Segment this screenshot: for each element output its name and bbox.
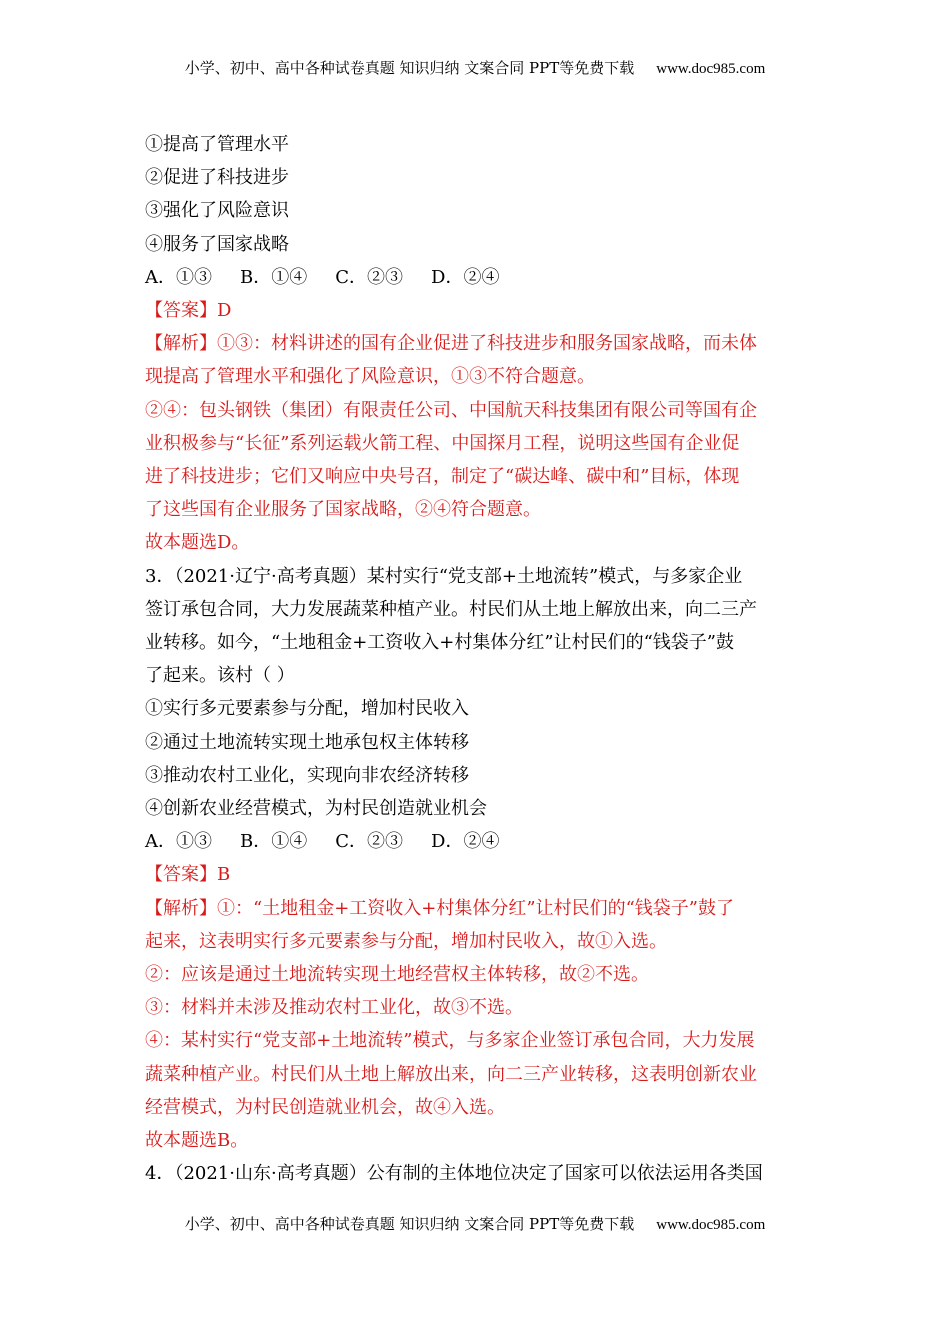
q2-analysis-line: ②④：包头钢铁（集团）有限责任公司、中国航天科技集团有限公司等国有企	[145, 399, 757, 421]
q3-analysis-line: 【解析】①：“土地租金+工资收入+村集体分红”让村民们的“钱袋子”鼓了	[145, 897, 734, 919]
q2-option-a: A．①③	[145, 266, 212, 288]
q3-item-3: ③推动农村工业化，实现向非农经济转移	[145, 764, 469, 786]
q3-item-2: ②通过土地流转实现土地承包权主体转移	[145, 731, 469, 753]
q2-item-3: ③强化了风险意识	[145, 200, 289, 222]
header-site-link[interactable]: www.doc985.com	[656, 61, 766, 77]
q3-analysis-line: 经营模式，为村民创造就业机会，故④入选。	[145, 1096, 505, 1118]
q2-answer: 【答案】D	[145, 300, 232, 322]
q3-analysis-line: ④：某村实行“党支部+土地流转”模式，与多家企业签订承包合同，大力发展	[145, 1030, 755, 1052]
header-text: 小学、初中、高中各种试卷真题 知识归纳 文案合同 PPT等免费下载	[184, 59, 635, 77]
q3-option-c: C．②③	[335, 831, 404, 853]
q2-option-c: C．②③	[335, 266, 404, 288]
q3-analysis-line: ②：应该是通过土地流转实现土地经营权主体转移，故②不选。	[145, 964, 649, 986]
q3-analysis-line: 蔬菜种植产业。村民们从土地上解放出来，向二三产业转移，这表明创新农业	[145, 1063, 757, 1085]
q3-answer: 【答案】B	[145, 864, 231, 886]
q3-option-b: B．①④	[240, 831, 308, 853]
q3-stem-line: 3．（2021·辽宁·高考真题）某村实行“党支部+土地流转”模式，与多家企业	[145, 565, 743, 587]
q2-analysis-line: 现提高了管理水平和强化了风险意识，①③不符合题意。	[145, 366, 595, 388]
q4-stem-line: 4．（2021·山东·高考真题）公有制的主体地位决定了国家可以依法运用各类国	[145, 1163, 763, 1185]
q3-conclusion: 故本题选B。	[145, 1130, 249, 1152]
q2-option-b: B．①④	[240, 266, 308, 288]
q2-analysis-line: 进了科技进步；它们又响应中央号召，制定了“碳达峰、碳中和”目标，体现	[145, 466, 740, 488]
footer-site-link[interactable]: www.doc985.com	[656, 1217, 766, 1233]
q3-options	[145, 825, 810, 858]
footer-text: 小学、初中、高中各种试卷真题 知识归纳 文案合同 PPT等免费下载	[184, 1215, 635, 1233]
q2-analysis-line: 业积极参与“长征”系列运载火箭工程、中国探月工程，说明这些国有企业促	[145, 432, 740, 454]
q2-analysis-line: 【解析】①③：材料讲述的国有企业促进了科技进步和服务国家战略，而未体	[145, 333, 757, 355]
q2-conclusion: 故本题选D。	[145, 532, 250, 554]
q3-analysis-line: ③：材料并未涉及推动农村工业化，故③不选。	[145, 997, 523, 1019]
q3-stem-line: 业转移。如今，“土地租金+工资收入+村集体分红”让村民们的“钱袋子”鼓	[145, 632, 734, 654]
q3-item-1: ①实行多元要素参与分配，增加村民收入	[145, 698, 469, 720]
q3-stem-line: 了起来。该村（ ）	[145, 665, 295, 687]
q2-option-d: D．②④	[431, 266, 500, 288]
q3-stem-line: 签订承包合同，大力发展蔬菜种植产业。村民们从土地上解放出来，向二三产	[145, 598, 757, 620]
q2-options	[145, 261, 810, 294]
page-footer	[0, 1213, 950, 1234]
q3-option-a: A．①③	[145, 831, 212, 853]
q3-item-4: ④创新农业经营模式，为村民创造就业机会	[145, 798, 487, 820]
q2-analysis-line: 了这些国有企业服务了国家战略，②④符合题意。	[145, 499, 541, 521]
q3-option-d: D．②④	[431, 831, 500, 853]
page-header	[0, 57, 950, 78]
q2-item-1: ①提高了管理水平	[145, 134, 289, 155]
q3-analysis-line: 起来，这表明实行多元要素参与分配，增加村民收入，故①入选。	[145, 930, 667, 952]
document-body	[145, 128, 810, 1191]
q2-item-4: ④服务了国家战略	[145, 233, 289, 255]
q2-item-2: ②促进了科技进步	[145, 167, 289, 189]
